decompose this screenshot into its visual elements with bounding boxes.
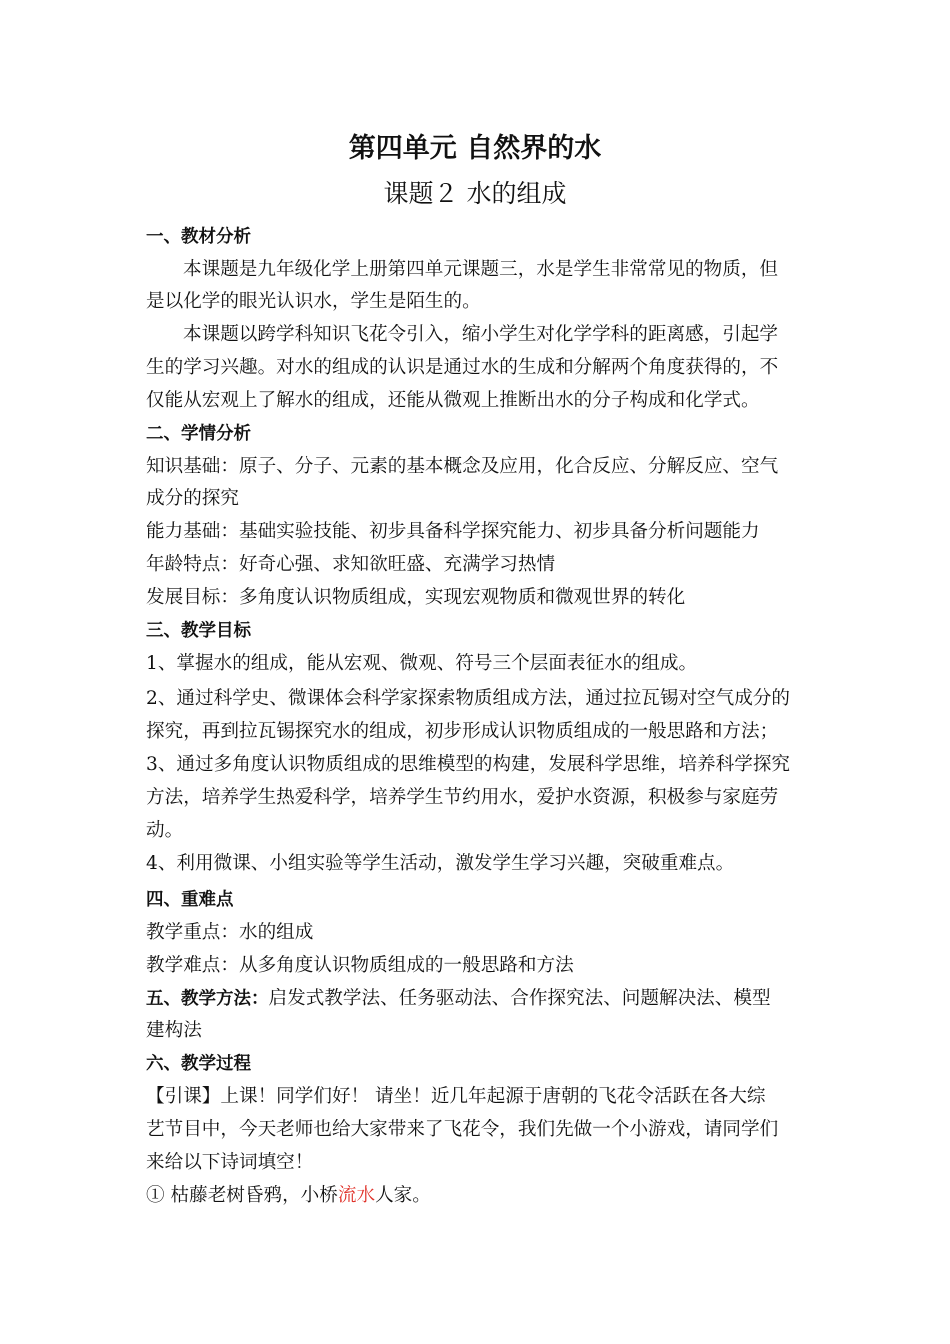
- paragraph-line: 生的学习兴趣。对水的组成的认识是通过水的生成和分解两个角度获得的，不: [146, 357, 779, 378]
- goal-line: 探究，再到拉瓦锡探究水的组成，初步形成认识物质组成的一般思路和方法；: [146, 721, 779, 742]
- section-heading-3: 三、教学目标: [146, 621, 251, 641]
- section-heading-1: 一、教材分析: [146, 227, 251, 247]
- paragraph-line: 发展目标：多角度认识物质组成，实现宏观物质和微观世界的转化: [146, 587, 686, 608]
- methods-line: [146, 987, 811, 1011]
- methods-text: 启发式教学法、任务驱动法、合作探究法、问题解决法、模型: [268, 988, 771, 1009]
- paragraph-line: 是以化学的眼光认识水，学生是陌生的。: [146, 291, 481, 312]
- section-heading-4: 四、重难点: [146, 890, 234, 910]
- paragraph-line: 【引课】上课！同学们好！ 请坐！近几年起源于唐朝的飞花令活跃在各大综: [146, 1086, 766, 1107]
- section-heading-2: 二、学情分析: [146, 424, 251, 444]
- paragraph-line: 本课题是九年级化学上册第四单元课题三，水是学生非常常见的物质，但: [183, 259, 779, 280]
- section-heading-6: 六、教学过程: [146, 1054, 251, 1074]
- paragraph-line: 知识基础：原子、分子、元素的基本概念及应用，化合反应、分解反应、空气: [146, 456, 779, 477]
- poem-line: [146, 1184, 811, 1208]
- paragraph-line: 来给以下诗词填空！: [146, 1152, 314, 1173]
- section-heading-5: 五、教学方法：: [146, 989, 269, 1009]
- highlighted-word: 流水: [337, 1185, 376, 1206]
- poem-text: ① 枯藤老树昏鸦，小桥: [146, 1185, 338, 1206]
- lesson-title: 课题２ 水的组成: [383, 179, 567, 208]
- unit-title: 第四单元 自然界的水: [348, 133, 602, 164]
- paragraph-line: 本课题以跨学科知识飞花令引入，缩小学生对化学学科的距离感，引起学: [183, 324, 779, 345]
- poem-text: 人家。: [375, 1185, 431, 1206]
- goal-line: 1、掌握水的组成，能从宏观、微观、符号三个层面表征水的组成。: [146, 653, 698, 674]
- goal-line: 方法，培养学生热爱科学，培养学生节约用水，爱护水资源，积极参与家庭劳: [146, 787, 779, 808]
- paragraph-line: 仅能从宏观上了解水的组成，还能从微观上推断出水的分子构成和化学式。: [146, 390, 760, 411]
- paragraph-line: 建构法: [146, 1020, 202, 1041]
- paragraph-line: 艺节目中，今天老师也给大家带来了飞花令，我们先做一个小游戏，请同学们: [146, 1119, 779, 1140]
- goal-line: 4、利用微课、小组实验等学生活动，激发学生学习兴趣，突破重难点。: [146, 853, 735, 874]
- paragraph-line: 年龄特点：好奇心强、求知欲旺盛、充满学习热情: [146, 554, 556, 575]
- paragraph-line: 教学难点：从多角度认识物质组成的一般思路和方法: [146, 955, 574, 976]
- paragraph-line: 成分的探究: [146, 488, 239, 509]
- goal-line: 动。: [146, 820, 184, 841]
- goal-line: 2、通过科学史、微课体会科学家探索物质组成方法，通过拉瓦锡对空气成分的: [146, 688, 791, 709]
- paragraph-line: 能力基础：基础实验技能、初步具备科学探究能力、初步具备分析问题能力: [146, 521, 760, 542]
- paragraph-line: 教学重点：水的组成: [146, 922, 314, 943]
- goal-line: 3、通过多角度认识物质组成的思维模型的构建，发展科学思维，培养科学探究: [146, 754, 791, 775]
